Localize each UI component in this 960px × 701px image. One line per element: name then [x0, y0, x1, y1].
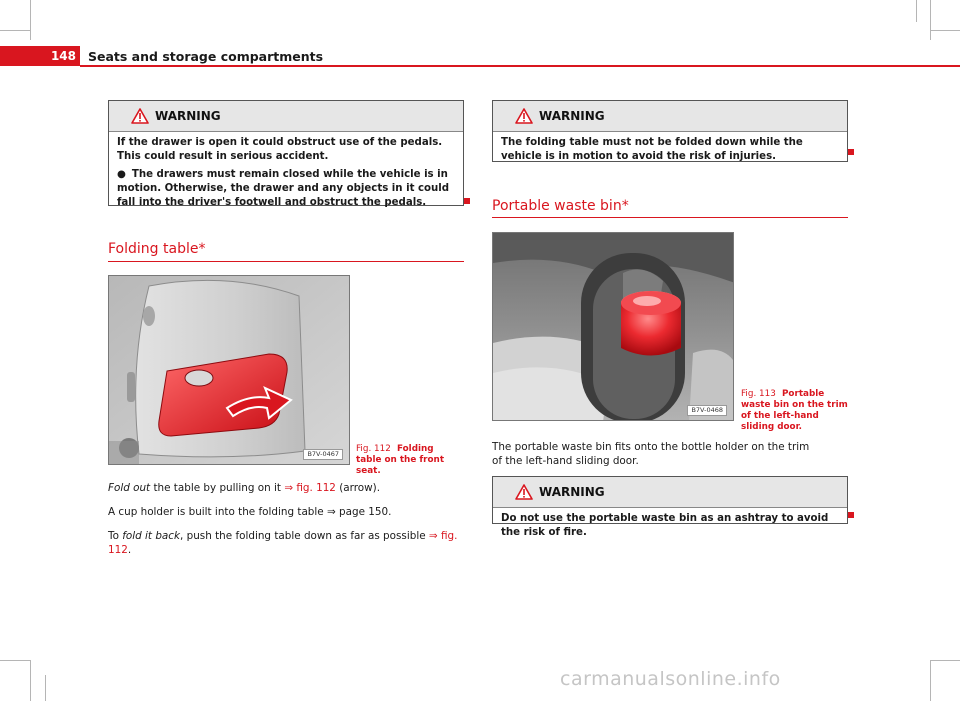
- paragraph-waste-bin: The portable waste bin fits onto the bottle holder on the trim of the left-hand sliding door.: [492, 441, 810, 467]
- paragraph-cup-holder: A cup holder is built into the folding table ⇒ page 150.: [108, 506, 392, 518]
- end-of-section-mark: [848, 512, 854, 518]
- crop-mark: [916, 0, 917, 22]
- crop-mark: [45, 675, 46, 701]
- warning-text: The folding table must not be folded down while the vehicle is in motion to avoid the risk of injuries.: [501, 137, 803, 162]
- page-number: 148: [0, 46, 80, 66]
- section-rule: [492, 217, 848, 218]
- figure-number: Fig. 113: [741, 389, 776, 399]
- crop-mark: [30, 660, 31, 701]
- warning-bullet-text: ● The drawers must remain closed while the vehicle is in motion. Otherwise, the drawer and any objects in it could fall into the driver's footwell and obstruct the pedals.: [117, 169, 450, 208]
- waste-bin-illustration: [493, 233, 734, 421]
- section-rule: [108, 261, 464, 262]
- bullet-glyph: ●: [117, 169, 126, 180]
- warning-heading: WARNING: [539, 109, 605, 123]
- figure-caption: [741, 389, 853, 433]
- paragraph-fold-out: Fold out the table by pulling on it ⇒ fig. 112 (arrow).: [108, 482, 381, 494]
- crop-mark: [0, 660, 30, 661]
- figure-caption: [356, 444, 462, 477]
- warning-box-drawer: [108, 100, 464, 206]
- warning-heading: WARNING: [539, 485, 605, 499]
- warning-text: If the drawer is open it could obstruct use of the pedals. This could result in serious accident.: [117, 137, 443, 162]
- warning-heading: WARNING: [155, 109, 221, 123]
- crop-mark: [0, 30, 30, 31]
- figure-code: B7V-0468: [687, 405, 727, 416]
- figure-waste-bin: [492, 232, 734, 421]
- end-of-section-mark: [464, 198, 470, 204]
- warning-triangle-icon: [131, 108, 149, 124]
- warning-box-waste-bin: [492, 476, 848, 538]
- watermark-text: carmanualsonline.info: [560, 668, 781, 690]
- paragraph-fold-back: To fold it back, push the folding table down as far as possible ⇒ fig. 112.: [108, 530, 458, 556]
- warning-triangle-icon: [515, 484, 533, 500]
- warning-text: Do not use the portable waste bin as an ashtray to avoid the risk of fire.: [501, 513, 829, 538]
- crop-mark: [930, 0, 931, 40]
- figure-code: B7V-0467: [303, 449, 343, 460]
- warning-triangle-icon: [515, 108, 533, 124]
- warning-box-folding-table: [492, 100, 848, 162]
- caption-text: Portable waste bin on the trim of the left-hand sliding door.: [741, 389, 848, 432]
- cross-reference-link[interactable]: ⇒ fig. 112: [284, 482, 336, 494]
- section-title-folding-table: Folding table*: [108, 241, 206, 257]
- section-title-waste-bin: Portable waste bin*: [492, 198, 629, 214]
- figure-folding-table: [108, 275, 350, 465]
- warning-header: [109, 101, 463, 132]
- crop-mark: [930, 660, 960, 661]
- figure-number: Fig. 112: [356, 444, 391, 454]
- folding-table-illustration: [109, 276, 350, 465]
- warning-header: [493, 477, 847, 508]
- page-title: Seats and storage compartments: [88, 49, 324, 64]
- crop-mark: [30, 0, 31, 40]
- header-rule: [80, 65, 960, 67]
- caption-text: Folding table on the front seat.: [356, 444, 445, 476]
- warning-header: [493, 101, 847, 132]
- end-of-section-mark: [848, 149, 854, 155]
- crop-mark: [930, 660, 931, 701]
- crop-mark: [930, 30, 960, 31]
- cross-reference-link[interactable]: ⇒ fig. 112: [108, 530, 458, 556]
- cross-reference-link[interactable]: ⇒ page 150: [327, 506, 389, 518]
